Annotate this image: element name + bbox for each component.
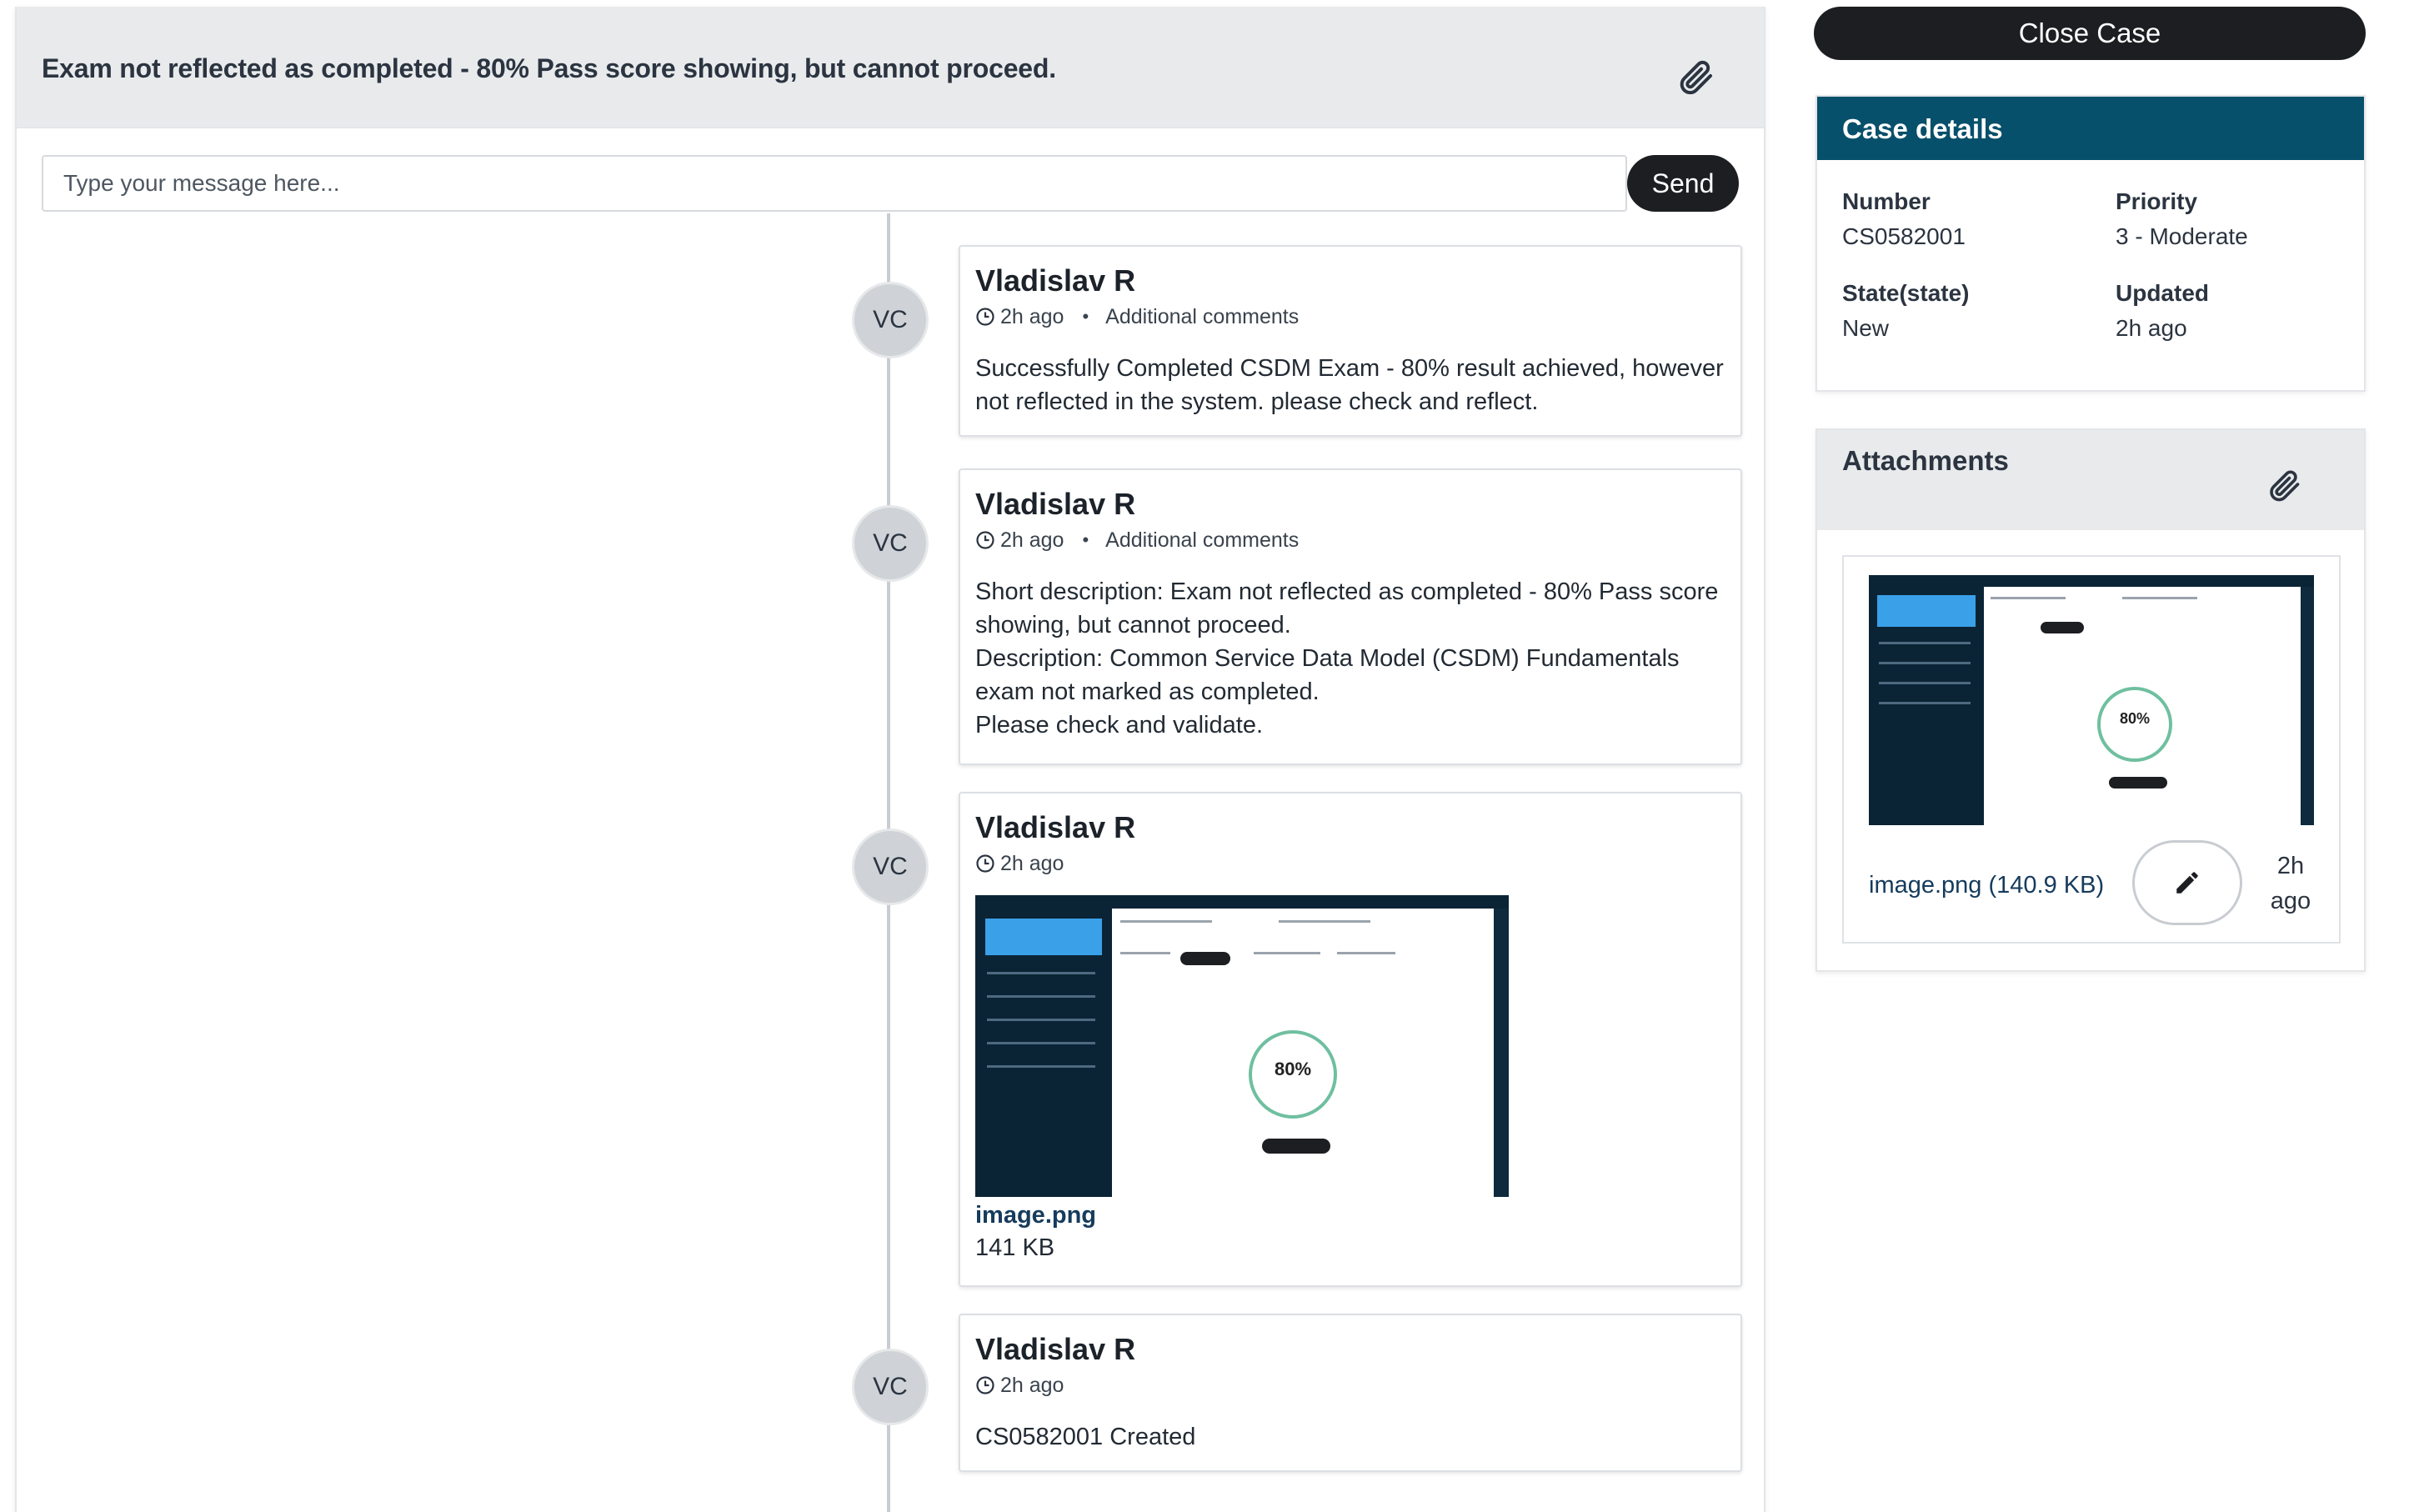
priority-field xyxy=(2116,188,2248,250)
attachment-card xyxy=(959,792,1742,1287)
thumbnail-line xyxy=(2122,597,2197,599)
comment-line: Successfully Completed CSDM Exam - 80% result achieved, however xyxy=(975,355,1724,382)
author-name: Vladislav R xyxy=(975,1332,1136,1366)
pencil-icon xyxy=(2173,869,2201,897)
meta-separator: • xyxy=(1082,529,1089,550)
comment-type: Additional comments xyxy=(1105,304,1300,328)
comment-line: exam not marked as completed. xyxy=(975,678,1320,705)
paperclip-icon[interactable] xyxy=(1675,57,1715,97)
comment-time: 2h ago xyxy=(1000,304,1064,328)
avatar: VC xyxy=(852,829,929,905)
attachments-title: Attachments xyxy=(1842,445,2009,476)
thumbnail-line xyxy=(1254,952,1320,954)
case-activity-panel xyxy=(15,7,1765,1512)
updated-label: Updated xyxy=(2116,280,2209,306)
state-field xyxy=(1842,280,1969,342)
author-name: Vladislav R xyxy=(975,487,1136,521)
number-value: CS0582001 xyxy=(1842,223,1966,249)
thumbnail-line xyxy=(1279,920,1370,923)
comment-time: 2h ago xyxy=(1000,528,1064,552)
attachment-thumbnail[interactable] xyxy=(1869,575,2314,825)
avatar: VC xyxy=(852,505,929,582)
updated-field xyxy=(2116,280,2209,342)
clock-icon xyxy=(975,530,995,550)
clock-icon xyxy=(975,1375,995,1395)
thumbnail-button xyxy=(2109,777,2167,789)
priority-value: 3 - Moderate xyxy=(2116,223,2248,249)
comment-card xyxy=(959,245,1742,437)
thumbnail-line xyxy=(987,1019,1095,1021)
comment-line: Short description: Exam not reflected as completed - 80% Pass score xyxy=(975,578,1719,605)
thumbnail-line xyxy=(1337,952,1395,954)
comment-line: not reflected in the system. please check and reflect. xyxy=(975,388,1539,415)
comment-line: Description: Common Service Data Model (CSDM) Fundamentals xyxy=(975,645,1680,672)
thumbnail-line xyxy=(1879,682,1971,684)
thumbnail-button xyxy=(2041,622,2084,633)
score-value: 80% xyxy=(1274,1059,1312,1079)
thumbnail-highlight xyxy=(1877,595,1976,627)
attachment-thumbnail[interactable] xyxy=(975,895,1509,1197)
paperclip-icon[interactable] xyxy=(2266,467,2302,503)
author-name: Vladislav R xyxy=(975,263,1136,298)
case-details-title: Case details xyxy=(1817,97,2364,160)
thumbnail-line xyxy=(987,972,1095,974)
avatar: VC xyxy=(852,1349,929,1425)
attachment-file-link[interactable]: image.png (140.9 KB) xyxy=(1869,872,2105,899)
attachment-time-unit: ago xyxy=(2270,888,2311,914)
clock-icon xyxy=(975,307,995,327)
thumbnail-line xyxy=(1879,702,1971,704)
attachments-header xyxy=(1817,430,2364,530)
close-case-button[interactable]: Close Case xyxy=(1814,7,2366,60)
comment-line: showing, but cannot proceed. xyxy=(975,612,1291,638)
thumbnail-line xyxy=(1991,597,2066,599)
author-name: Vladislav R xyxy=(975,810,1136,844)
comment-card xyxy=(959,468,1742,765)
comment-time: 2h ago xyxy=(1000,1373,1064,1397)
attachment-time-value: 2h xyxy=(2276,853,2305,879)
comment-meta xyxy=(975,303,1725,330)
attachment-file-size: 141 KB xyxy=(975,1234,1055,1261)
thumbnail-line xyxy=(987,1042,1095,1044)
updated-value: 2h ago xyxy=(2116,315,2187,341)
comment-meta xyxy=(975,850,1725,877)
comment-card xyxy=(959,1314,1742,1472)
number-label: Number xyxy=(1842,188,1931,214)
case-header xyxy=(17,7,1764,128)
send-button[interactable]: Send xyxy=(1627,155,1739,212)
clock-icon xyxy=(975,854,995,874)
thumbnail-line xyxy=(1120,920,1212,923)
comment-body xyxy=(975,575,1725,742)
attachments-panel xyxy=(1816,428,2366,972)
score-value: 80% xyxy=(2119,710,2151,727)
priority-label: Priority xyxy=(2116,188,2198,214)
message-input[interactable] xyxy=(42,155,1627,212)
comment-body xyxy=(975,352,1725,418)
case-details-panel xyxy=(1816,95,2366,392)
thumbnail-main xyxy=(1112,909,1494,1197)
attachment-time xyxy=(2257,849,2324,919)
case-title: Exam not reflected as completed - 80% Pass score showing, but cannot proceed. xyxy=(42,53,1056,83)
comment-time: 2h ago xyxy=(1000,851,1064,875)
attachment-item xyxy=(1842,555,2341,944)
meta-separator: • xyxy=(1082,306,1089,327)
thumbnail-line xyxy=(1120,952,1170,954)
attachment-file-name[interactable]: image.png xyxy=(975,1202,1097,1229)
thumbnail-sidebar xyxy=(1869,575,1984,825)
state-value: New xyxy=(1842,315,1890,341)
thumbnail-sidebar xyxy=(975,895,1112,1197)
number-field xyxy=(1842,188,1966,250)
state-label: State(state) xyxy=(1842,280,1970,306)
comment-body xyxy=(975,1420,1725,1454)
edit-attachment-button[interactable] xyxy=(2132,840,2242,925)
thumbnail-highlight xyxy=(985,919,1102,955)
thumbnail-line xyxy=(987,995,1095,998)
comment-line: CS0582001 Created xyxy=(975,1424,1196,1450)
thumbnail-main xyxy=(1984,587,2301,825)
thumbnail-line xyxy=(1879,662,1971,664)
comment-type: Additional comments xyxy=(1105,528,1300,552)
comment-meta xyxy=(975,527,1725,553)
comment-meta xyxy=(975,1372,1725,1399)
avatar: VC xyxy=(852,282,929,358)
thumbnail-line xyxy=(987,1065,1095,1068)
thumbnail-line xyxy=(1879,642,1971,644)
thumbnail-button xyxy=(1262,1139,1330,1154)
comment-line: Please check and validate. xyxy=(975,712,1263,738)
message-composer xyxy=(42,155,1739,215)
thumbnail-button xyxy=(1180,952,1230,965)
